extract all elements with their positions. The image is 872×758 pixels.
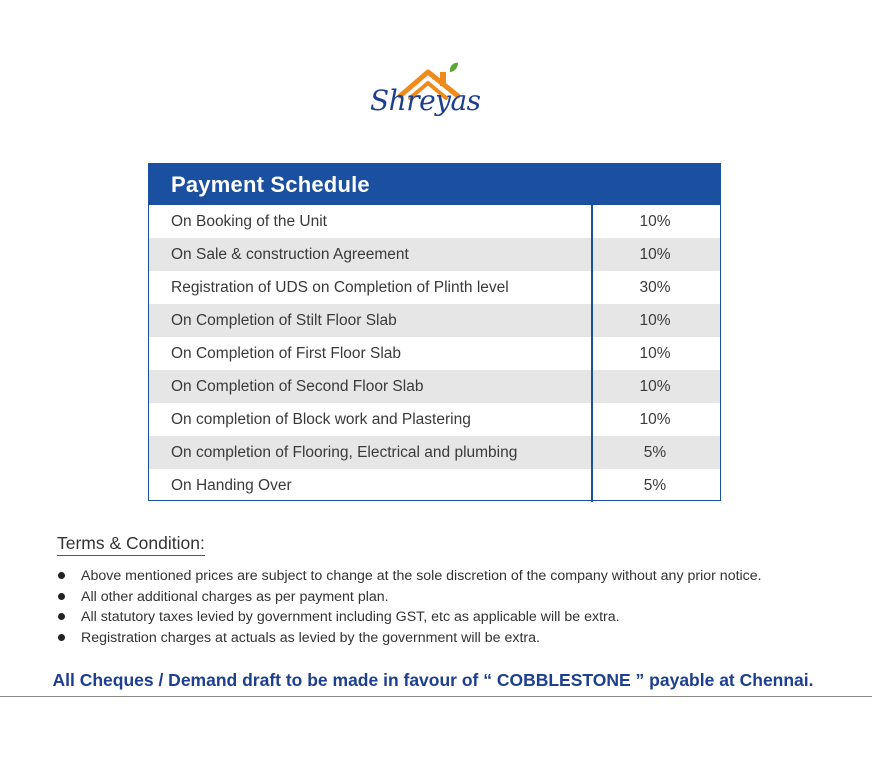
stage-percent: 10% bbox=[639, 212, 671, 230]
logo-wordmark: Shreyas bbox=[370, 84, 481, 117]
term-text: Registration charges at actuals as levied by the government will be extra. bbox=[81, 629, 540, 646]
list-item bbox=[57, 607, 762, 628]
list-item bbox=[57, 587, 762, 608]
stage-percent: 10% bbox=[639, 245, 671, 263]
column-divider bbox=[591, 205, 593, 502]
stage-label: On completion of Block work and Plastering bbox=[171, 410, 471, 428]
stage-percent: 10% bbox=[639, 344, 671, 362]
term-text: Above mentioned prices are subject to change at the sole discretion of the company without any prior notice. bbox=[81, 568, 762, 584]
bottom-divider bbox=[0, 696, 872, 697]
stage-percent: 5% bbox=[643, 443, 667, 461]
terms-heading: Terms & Condition: bbox=[57, 533, 205, 556]
term-text: All statutory taxes levied by government including GST, etc as applicable will be extra. bbox=[81, 609, 620, 625]
table-row bbox=[149, 337, 720, 370]
stage-label: On Handing Over bbox=[171, 476, 292, 494]
table-row bbox=[149, 238, 720, 271]
table-row bbox=[149, 436, 720, 469]
table-row bbox=[149, 403, 720, 436]
stage-label: On Completion of Second Floor Slab bbox=[171, 377, 424, 395]
bullet-icon bbox=[58, 613, 65, 620]
table-row bbox=[149, 271, 720, 304]
bullet-icon bbox=[58, 593, 65, 600]
payment-schedule-title: Payment Schedule bbox=[149, 164, 720, 205]
table-row bbox=[149, 370, 720, 403]
table-row bbox=[149, 469, 720, 502]
stage-label: On Booking of the Unit bbox=[171, 212, 327, 230]
table-row bbox=[149, 205, 720, 238]
cheque-instruction: All Cheques / Demand draft to be made in favour of “ COBBLESTONE ” payable at Chennai. bbox=[52, 670, 814, 690]
bullet-icon bbox=[58, 634, 65, 641]
stage-label: On Completion of First Floor Slab bbox=[171, 344, 402, 362]
term-text: All other additional charges as per payment plan. bbox=[81, 588, 389, 605]
stage-percent: 30% bbox=[639, 278, 671, 296]
stage-percent: 5% bbox=[643, 476, 667, 494]
stage-label: Registration of UDS on Completion of Plinth level bbox=[171, 278, 509, 296]
list-item bbox=[57, 566, 762, 587]
stage-label: On Completion of Stilt Floor Slab bbox=[171, 311, 397, 329]
stage-label: On completion of Flooring, Electrical and plumbing bbox=[171, 443, 518, 461]
schedule-rows bbox=[149, 205, 720, 502]
company-logo bbox=[366, 62, 481, 132]
terms-list bbox=[57, 566, 762, 648]
stage-percent: 10% bbox=[639, 311, 671, 329]
payment-schedule-table bbox=[148, 163, 721, 501]
bullet-icon bbox=[58, 572, 65, 579]
list-item bbox=[57, 628, 762, 649]
stage-percent: 10% bbox=[639, 377, 671, 395]
stage-label: On Sale & construction Agreement bbox=[171, 245, 409, 263]
stage-percent: 10% bbox=[639, 410, 671, 428]
table-row bbox=[149, 304, 720, 337]
